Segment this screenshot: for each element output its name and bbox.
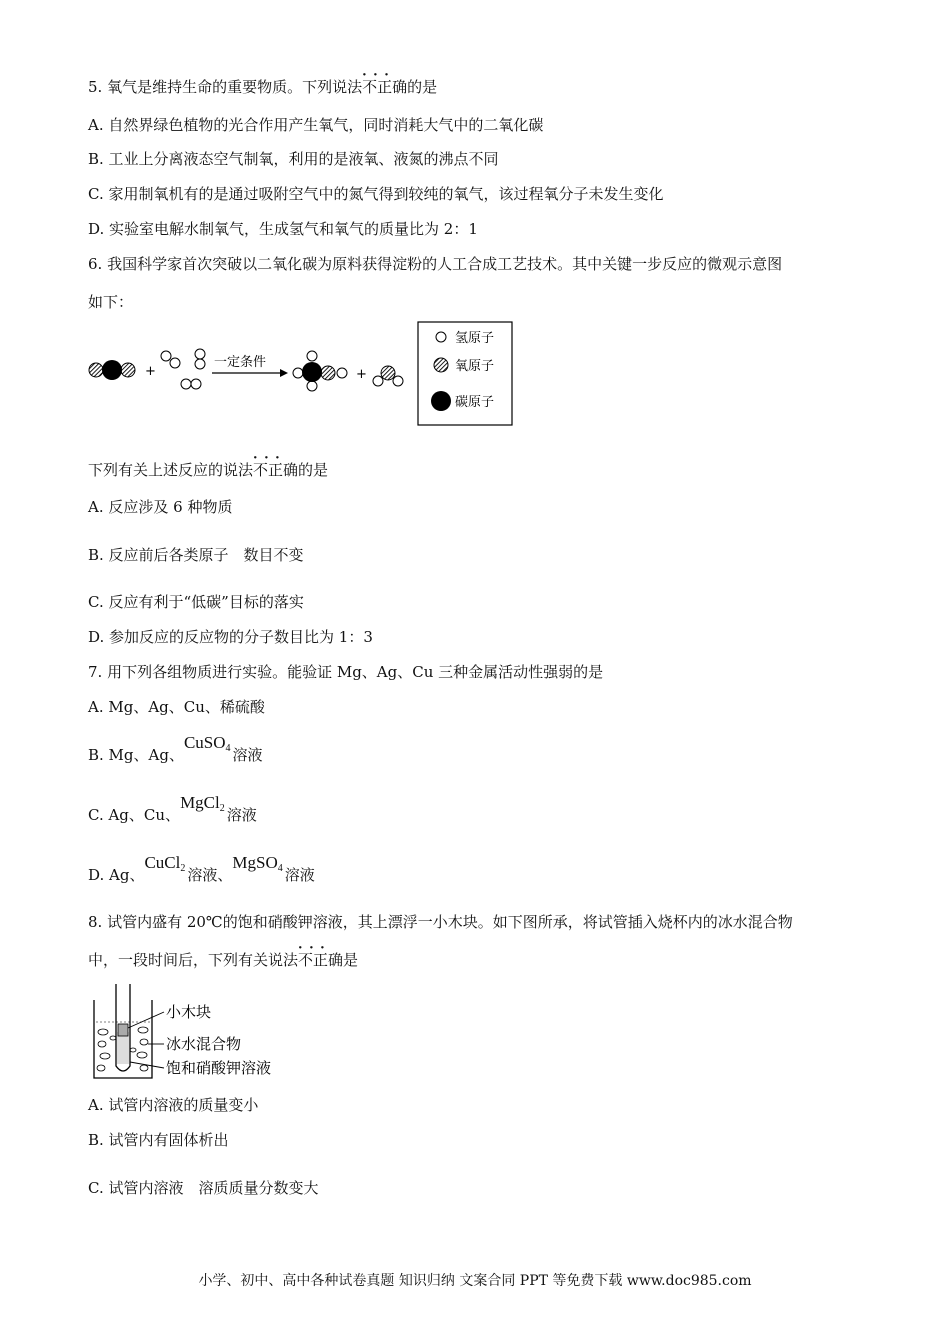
plus-sign: + bbox=[145, 364, 156, 379]
formula-main: CuCl bbox=[144, 853, 181, 872]
q7-option-b bbox=[88, 733, 263, 771]
q6-option-d: D. 参加反应的反应物的分子数目比为 1：3 bbox=[88, 628, 373, 646]
formula-subscript: 4 bbox=[277, 863, 283, 874]
formula-subscript: 2 bbox=[180, 863, 186, 874]
q6-emphasis: · · · 不正确 bbox=[253, 460, 298, 480]
q8-stem-text: 中，一段时间后，下列有关说法 bbox=[88, 951, 299, 969]
q7-option-d bbox=[88, 853, 315, 891]
water-molecule bbox=[373, 366, 403, 386]
q7-stem: 7. 用下列各组物质进行实验。能验证 Mg、Ag、Cu 三种金属活动性强弱的是 bbox=[88, 663, 604, 681]
co2-molecule bbox=[89, 360, 135, 380]
q6-option-a: A. 反应涉及 6 种物质 bbox=[88, 498, 233, 516]
hydrogen-atom-icon bbox=[436, 332, 446, 342]
q5-option-d: D. 实验室电解水制氧气，生成氢气和氧气的质量比为 2：1 bbox=[88, 220, 478, 238]
q5-stem-end: 的是 bbox=[407, 78, 438, 96]
methanol-molecule bbox=[293, 351, 347, 391]
legend-carbon: 碳原子 bbox=[455, 395, 495, 410]
q6-stem-line2: 如下： bbox=[88, 293, 134, 311]
q6-question-text: 下列有关上述反应的说法 bbox=[88, 461, 254, 479]
formula-main: MgCl bbox=[180, 793, 220, 812]
q6-stem-line1: 6. 我国科学家首次突破以二氧化碳为原料获得淀粉的人工合成工艺技术。其中关键一步反应的微观示意图 bbox=[88, 255, 783, 273]
q7-option-d-mid: 溶液、 bbox=[187, 866, 233, 884]
q7-option-d-suffix: 溶液 bbox=[284, 866, 315, 884]
formula-subscript: 4 bbox=[225, 743, 231, 754]
q7-option-c-text: C. Ag、Cu、 bbox=[88, 806, 181, 824]
q8-stem-line2 bbox=[88, 950, 358, 970]
reaction-condition: 一定条件 bbox=[214, 355, 267, 370]
formula-cucl2 bbox=[144, 853, 185, 872]
wooden-block bbox=[118, 1024, 128, 1036]
q5-option-a: A. 自然界绿色植物的光合作用产生氧气，同时消耗大气中的二氧化碳 bbox=[88, 116, 544, 134]
q5-stem-text: 5. 氧气是维持生命的重要物质。下列说法 bbox=[88, 78, 363, 96]
reaction-diagram bbox=[80, 318, 530, 430]
carbon-atom-icon bbox=[431, 391, 451, 411]
q8-option-c: C. 试管内溶液 溶质质量分数变大 bbox=[88, 1179, 319, 1197]
q8-stem-end: 确是 bbox=[328, 951, 359, 969]
q8-option-b: B. 试管内有固体析出 bbox=[88, 1131, 229, 1149]
q7-option-a: A. Mg、Ag、Cu、稀硫酸 bbox=[88, 698, 265, 716]
oxygen-atom-icon bbox=[434, 358, 448, 372]
q6-option-b: B. 反应前后各类原子 数目不变 bbox=[88, 546, 304, 564]
label-ice-water: 冰水混合物 bbox=[166, 1035, 242, 1053]
formula-mgso4 bbox=[232, 853, 282, 872]
formula-mgcl2 bbox=[180, 793, 225, 812]
beaker-diagram bbox=[86, 980, 306, 1085]
formula-main: CuSO bbox=[183, 733, 226, 752]
q7-option-d-text: D. Ag、 bbox=[88, 866, 145, 884]
q6-question-end: 的是 bbox=[298, 461, 329, 479]
q8-stem-line1: 8. 试管内盛有 20℃的饱和硝酸钾溶液，其上漂浮一小木块。如下图所承，将试管插入烧杯内的冰水混合物 bbox=[88, 913, 793, 931]
kno3-solution bbox=[117, 1032, 129, 1064]
q5-emphasis: · · · 不正确 bbox=[362, 77, 407, 97]
q8-option-a: A. 试管内溶液的质量变小 bbox=[88, 1096, 259, 1114]
label-wooden-block: 小木块 bbox=[166, 1003, 212, 1021]
q6-option-c: C. 反应有利于“低碳”目标的落实 bbox=[88, 593, 304, 611]
q8-emphasis: · · · 不正 bbox=[298, 950, 328, 970]
formula-cuso4 bbox=[184, 733, 231, 752]
q7-option-b-suffix: 溶液 bbox=[232, 746, 263, 764]
legend-hydrogen: 氢原子 bbox=[455, 331, 495, 346]
q7-option-c-suffix: 溶液 bbox=[226, 806, 257, 824]
q5-stem bbox=[88, 77, 437, 97]
legend-oxygen: 氧原子 bbox=[455, 359, 495, 374]
formula-main: MgSO bbox=[232, 853, 278, 872]
q5-option-b: B. 工业上分离液态空气制氧，利用的是液氧、液氮的沸点不同 bbox=[88, 150, 499, 168]
h2-molecules bbox=[161, 349, 205, 389]
formula-subscript: 2 bbox=[219, 803, 225, 814]
reaction-arrow bbox=[212, 369, 288, 377]
plus-sign-2: + bbox=[356, 367, 367, 382]
q7-option-b-text: B. Mg、Ag、 bbox=[88, 746, 184, 764]
q6-question bbox=[88, 460, 328, 480]
label-kno3-solution: 饱和硝酸钾溶液 bbox=[166, 1059, 272, 1077]
page-footer: 小学、初中、高中各种试卷真题 知识归纳 文案合同 PPT 等免费下载 www.doc985.com bbox=[198, 1273, 752, 1289]
atom-legend bbox=[418, 322, 512, 425]
q7-option-c bbox=[88, 793, 257, 831]
q5-option-c: C. 家用制氧机有的是通过吸附空气中的氮气得到较纯的氧气，该过程氧分子未发生变化 bbox=[88, 185, 664, 203]
